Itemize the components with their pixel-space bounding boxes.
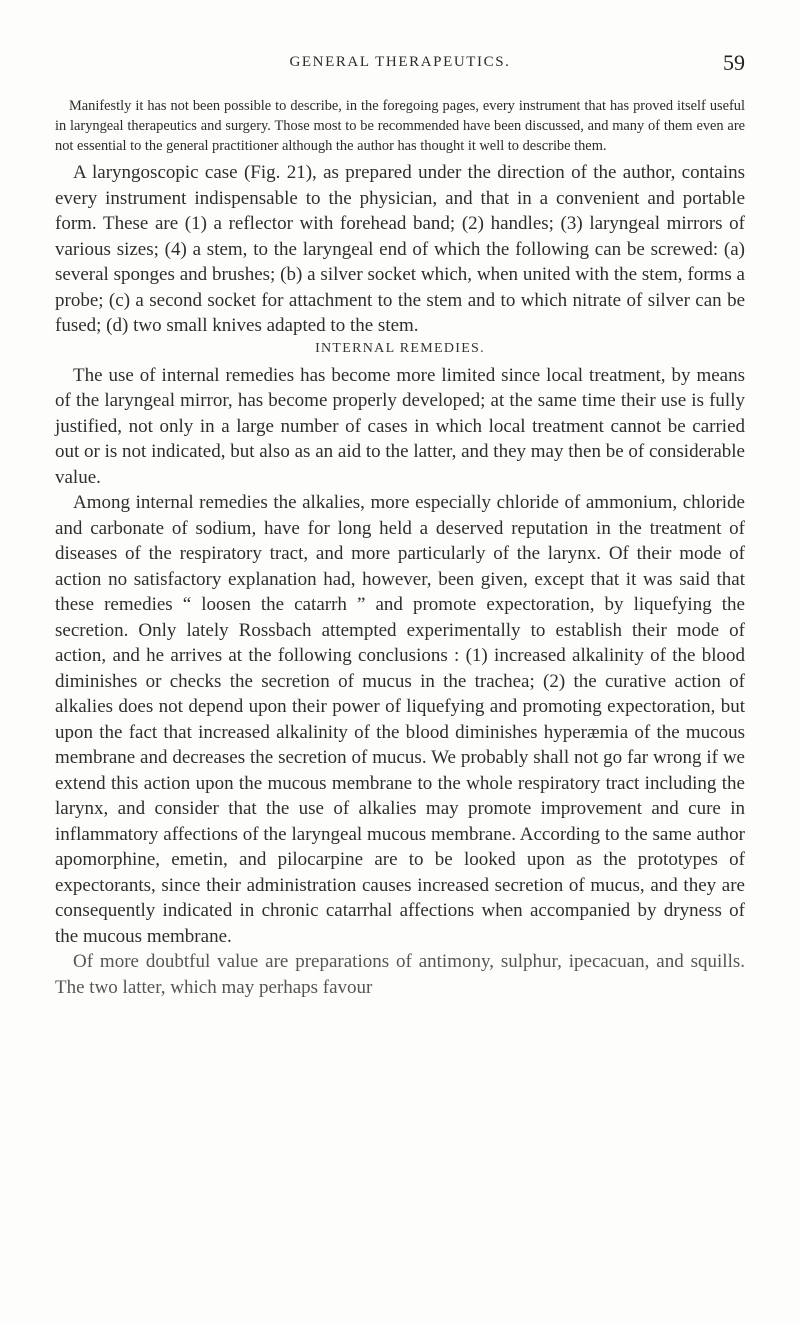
intro-paragraph-small: Manifestly it has not been possible to describe, in the foregoing pages, every instrument that has proved itself useful in laryngeal therapeutics and surgery. Those most to be recommended have been discussed, and many of them even are not essential to the general practitioner although the author has thought it well to describe them. [55, 98, 745, 154]
doubtful-value-paragraph: Of more doubtful value are preparations of antimony, sulphur, ipecacuan, and squills. The two latter, which may perhaps favour [55, 951, 745, 998]
section-heading: INTERNAL REMEDIES. [315, 340, 485, 356]
laryngoscopic-case-paragraph: A laryngoscopic case (Fig. 21), as prepared under the direction of the author, contains every instrument indispensable to the physician, and that in a convenient and portable form. These are (1) a reflector with forehead band; (2) handles; (3) laryngeal mirrors of various sizes; (4) a stem, to the laryngeal end of which the following can be screwed: (a) several sponges and brushes; (b) a silver socket which, when united with the stem, forms a probe; (c) a second socket for attachment to the stem and to which nitrate of silver can be fused; (d) two small knives adapted to the stem. [55, 162, 745, 336]
alkalies-paragraph: Among internal remedies the alkalies, more especially chloride of ammonium, chloride and carbonate of sodium, have for long held a deserved reputation in the treatment of diseases of the respiratory tract, and more particularly of the larynx. Of their mode of action no satisfactory explanation had, however, been given, except that it was said that these remedies “ loosen the catarrh ” and promote expectoration, by liquefying the secretion. Only lately Rossbach attempted experimentally to establish their mode of action, and he arrives at the following conclusions : (1) increased alkalinity of the blood diminishes or checks the secretion of mucus in the trachea; (2) the curative action of alkalies does not depend upon their power of liquefying and promoting expectoration, but upon the fact that increased alkalinity of the blood diminishes hyperæmia of the mucous membrane and decreases the secretion of mucus. We probably shall not go far wrong if we extend this action upon the mucous membrane to the whole respiratory tract including the larynx, and consider that the use of alkalies may promote improvement and cure in inflammatory affections of the laryngeal mucous membrane. According to the same author apomorphine, emetin, and pilocarpine are to be looked upon as the prototypes of expectorants, since their administration causes increased secretion of mucus, and they are consequently indicated in chronic catarrhal affections when accompanied by dryness of the mucous membrane. [55, 492, 745, 947]
page-header [55, 50, 745, 76]
page-number: 59 [723, 50, 745, 75]
internal-remedies-paragraph: The use of internal remedies has become more limited since local treatment, by means of the laryngeal mirror, has become properly developed; at the same time their use is fully justified, not only in a large number of cases in which local treatment cannot be carried out or is not indicated, but also as an aid to the latter, and they may then be of considerable value. [55, 364, 745, 488]
page-body [55, 96, 745, 1000]
running-head: GENERAL THERAPEUTICS. [289, 54, 511, 70]
